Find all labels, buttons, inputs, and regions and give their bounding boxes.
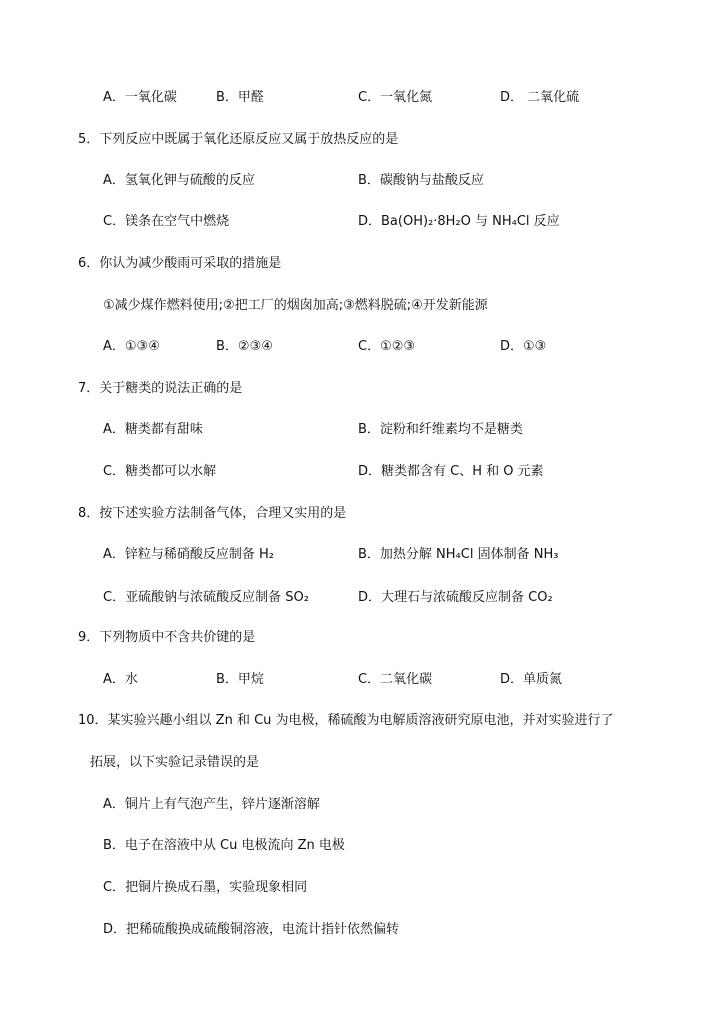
q9-option-a: A．水 bbox=[103, 672, 138, 687]
q7-option-c: C．糖类都可以水解 bbox=[103, 464, 217, 479]
q8-stem: 8．按下述实验方法制备气体，合理又实用的是 bbox=[78, 506, 347, 521]
q7-option-a: A．糖类都有甜味 bbox=[103, 422, 203, 437]
q4-option-d: D． 二氧化硫 bbox=[500, 90, 580, 105]
q4-option-b: B．甲醛 bbox=[216, 90, 264, 105]
q8-option-d: D．大理石与浓硫酸反应制备 CO₂ bbox=[358, 590, 553, 605]
q5-stem: 5．下列反应中既属于氧化还原反应又属于放热反应的是 bbox=[78, 132, 399, 147]
q10-stem: 10．某实验兴趣小组以 Zn 和 Cu 为电极，稀硫酸为电解质溶液研究原电池，并对实验进行了 bbox=[78, 713, 614, 728]
q6-option-b: B．②③④ bbox=[216, 339, 273, 354]
q10-option-b: B．电子在溶液中从 Cu 电极流向 Zn 电极 bbox=[103, 838, 345, 853]
q6-stem: 6．你认为减少酸雨可采取的措施是 bbox=[78, 256, 282, 271]
q9-stem: 9．下列物质中不含共价键的是 bbox=[78, 630, 256, 645]
q5-option-c: C．镁条在空气中燃烧 bbox=[103, 214, 230, 229]
q10-option-c: C．把铜片换成石墨，实验现象相同 bbox=[103, 880, 308, 895]
q5-option-a: A．氢氧化钾与硫酸的反应 bbox=[103, 173, 255, 188]
q7-option-b: B．淀粉和纤维素均不是糖类 bbox=[358, 422, 523, 437]
q7-stem: 7．关于糖类的说法正确的是 bbox=[78, 381, 243, 396]
q4-option-c: C．一氧化氮 bbox=[358, 90, 433, 105]
q5-option-d: D．Ba(OH)₂·8H₂O 与 NH₄Cl 反应 bbox=[358, 214, 560, 229]
q9-option-d: D．单质氮 bbox=[500, 672, 563, 687]
q8-option-c: C．亚硫酸钠与浓硫酸反应制备 SO₂ bbox=[103, 590, 309, 605]
q6-option-a: A．①③④ bbox=[103, 339, 160, 354]
q9-option-c: C．二氧化碳 bbox=[358, 672, 433, 687]
q10-option-a: A．铜片上有气泡产生，锌片逐渐溶解 bbox=[103, 797, 320, 812]
q10-option-d: D．把稀硫酸换成硫酸铜溶液，电流计指针依然偏转 bbox=[103, 922, 400, 937]
q6-option-c: C．①②③ bbox=[358, 339, 416, 354]
q6-option-d: D．①③ bbox=[500, 339, 547, 354]
q10-stem-continued: 拓展，以下实验记录错误的是 bbox=[90, 755, 260, 770]
q9-option-b: B．甲烷 bbox=[216, 672, 264, 687]
q4-option-a: A．一氧化碳 bbox=[103, 90, 177, 105]
q7-option-d: D．糖类都含有 C、H 和 O 元素 bbox=[358, 464, 544, 479]
q8-option-b: B．加热分解 NH₄Cl 固体制备 NH₃ bbox=[358, 547, 559, 562]
q8-option-a: A．锌粒与稀硝酸反应制备 H₂ bbox=[103, 547, 275, 562]
q6-measures: ①减少煤作燃料使用;②把工厂的烟囱加高;③燃料脱硫;④开发新能源 bbox=[103, 298, 488, 313]
q5-option-b: B．碳酸钠与盐酸反应 bbox=[358, 173, 484, 188]
